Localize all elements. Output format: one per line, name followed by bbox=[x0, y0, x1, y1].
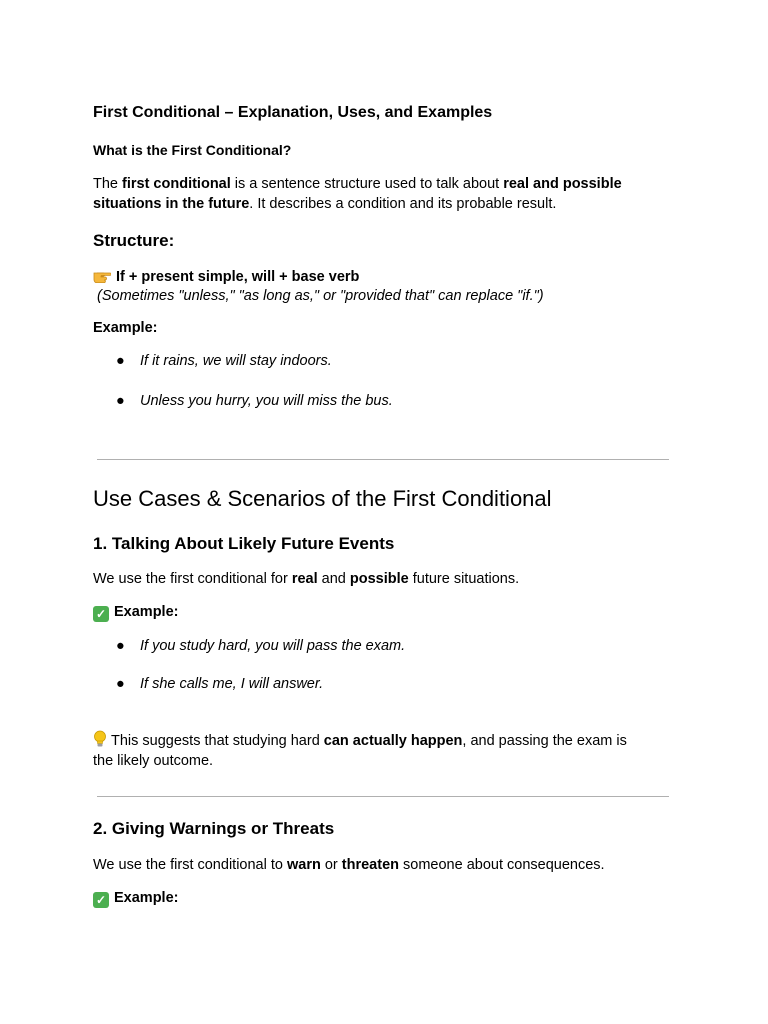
light-bulb-icon bbox=[93, 730, 107, 748]
case1-note: This suggests that studying hard can actually happen, and passing the exam is the likely outcome. bbox=[93, 730, 627, 771]
case1-example-label: ✓ Example: bbox=[93, 604, 178, 622]
check-mark-icon: ✓ bbox=[93, 606, 109, 622]
case2-heading: 2. Giving Warnings or Threats bbox=[93, 819, 335, 838]
case2-example-label: ✓ Example: bbox=[93, 890, 178, 908]
list-item: ● If it rains, we will stay indoors. bbox=[116, 353, 332, 369]
section-title: Use Cases & Scenarios of the First Conditional bbox=[93, 486, 552, 511]
intro-paragraph: The first conditional is a sentence structure used to talk about real and possible situations in the future. It describes a condition and its probable result. bbox=[93, 176, 622, 212]
case2-paragraph: We use the first conditional to warn or threaten someone about consequences. bbox=[93, 857, 605, 873]
divider bbox=[97, 459, 669, 460]
document-title: First Conditional – Explanation, Uses, and Examples bbox=[93, 104, 493, 121]
what-heading: What is the First Conditional? bbox=[93, 142, 292, 158]
case1-heading: 1. Talking About Likely Future Events bbox=[93, 534, 395, 553]
pointing-hand-icon bbox=[93, 267, 111, 283]
divider bbox=[97, 796, 669, 797]
structure-formula: If + present simple, will + base verb bbox=[93, 267, 359, 287]
structure-note: (Sometimes "unless," "as long as," or "provided that" can replace "if.") bbox=[97, 288, 544, 304]
check-mark-icon: ✓ bbox=[93, 892, 109, 908]
example-label: Example: bbox=[93, 320, 158, 336]
case1-paragraph: We use the first conditional for real and possible future situations. bbox=[93, 571, 520, 587]
list-item: ● If she calls me, I will answer. bbox=[116, 676, 324, 692]
list-item: ● If you study hard, you will pass the exam. bbox=[116, 638, 406, 654]
list-item: ● Unless you hurry, you will miss the bus. bbox=[116, 393, 393, 409]
structure-heading: Structure: bbox=[93, 231, 175, 250]
